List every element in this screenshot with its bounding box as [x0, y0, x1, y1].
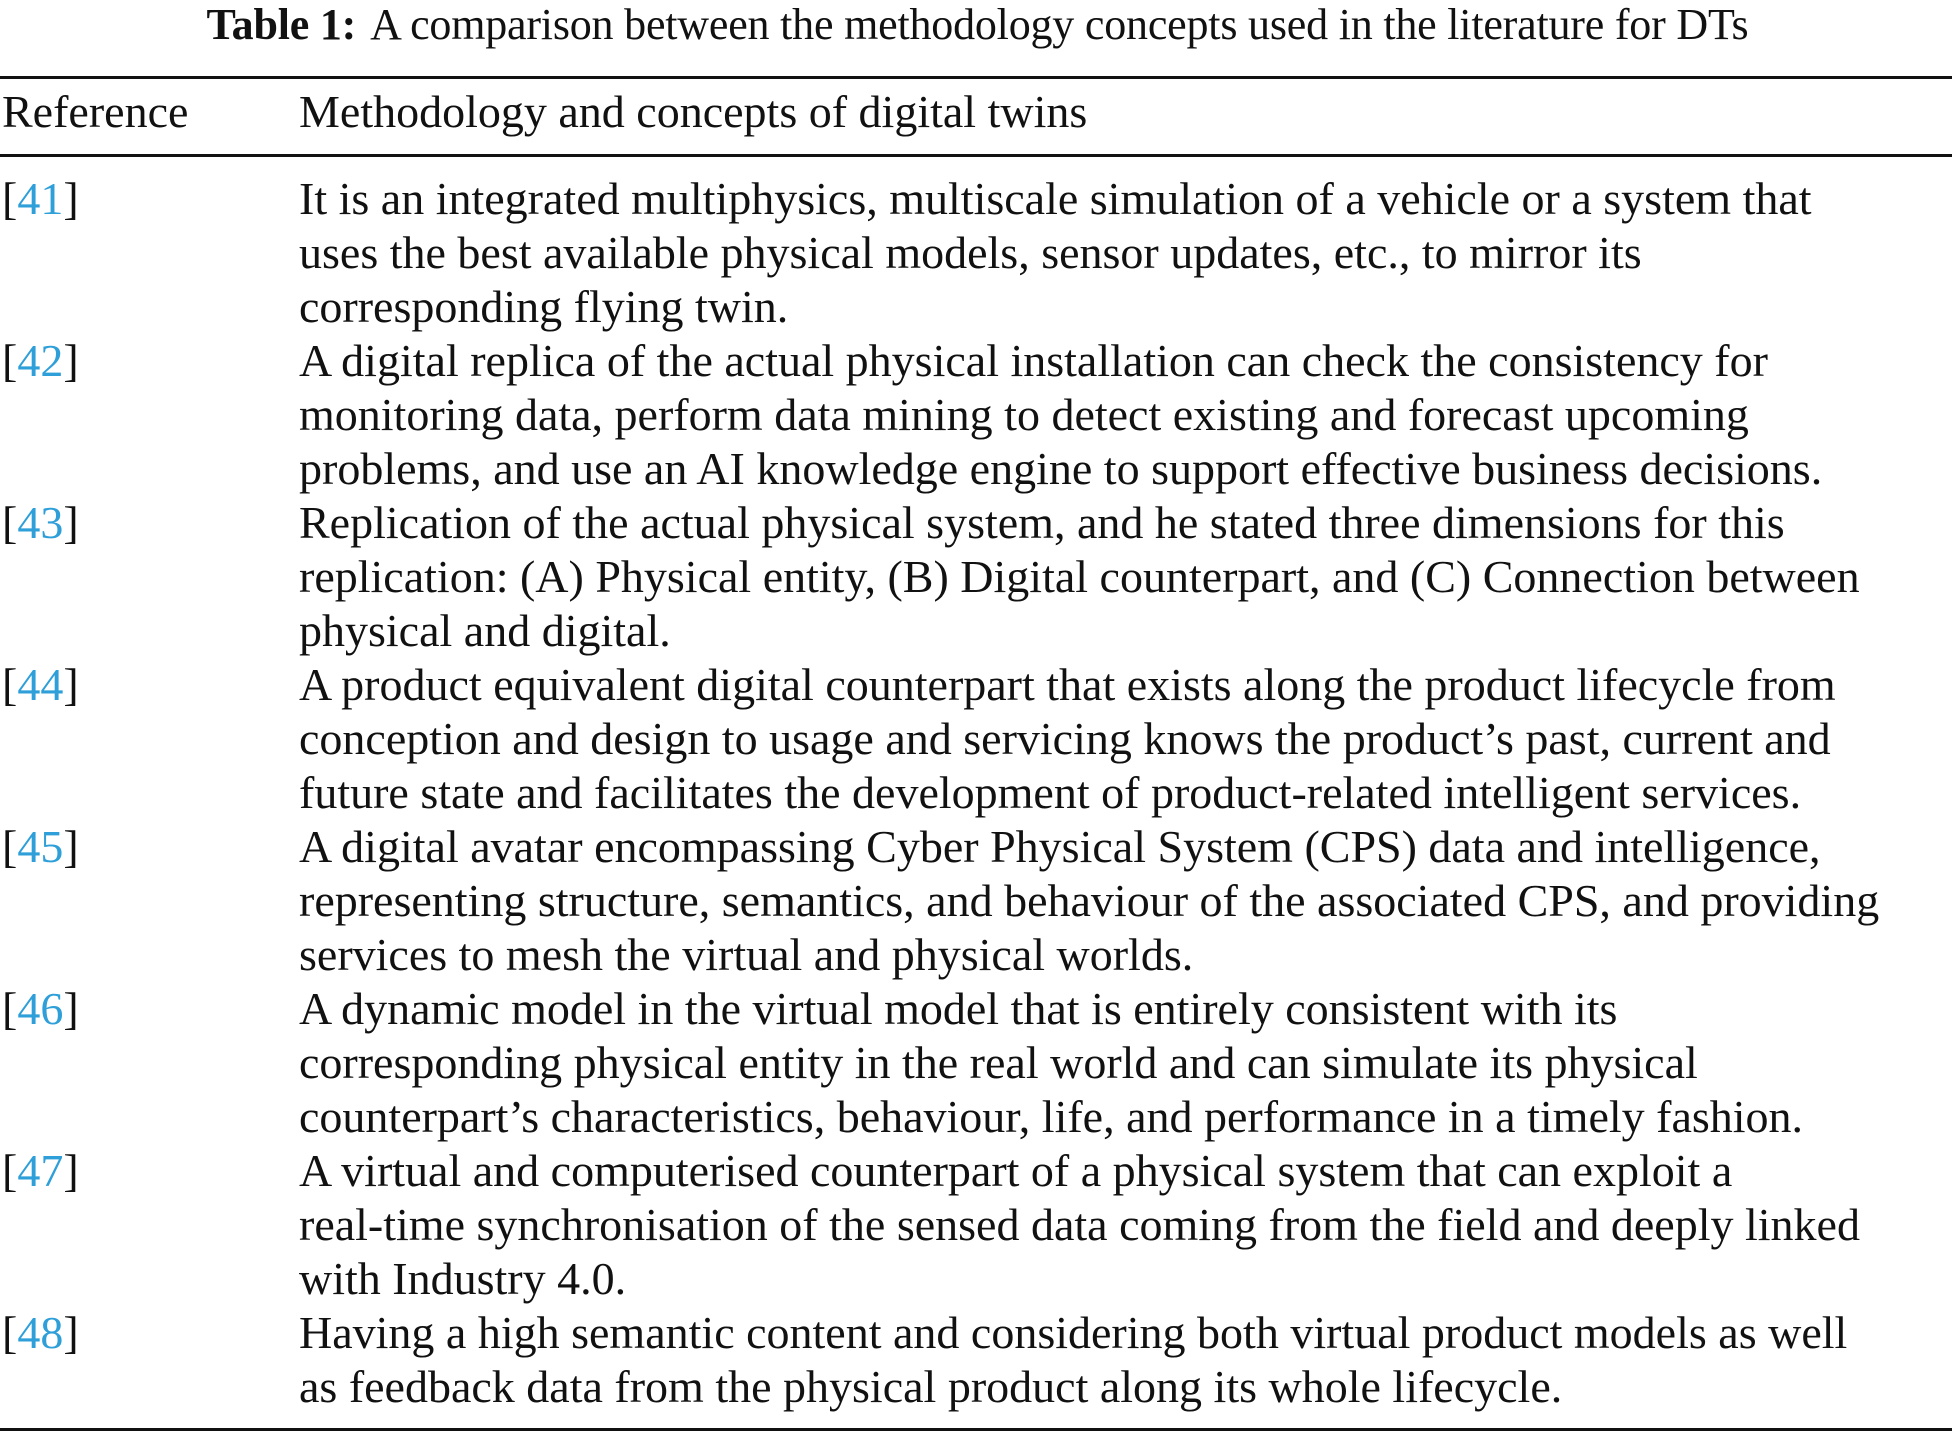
- description-line: corresponding flying twin.: [299, 281, 789, 332]
- table-top-rule: [0, 76, 1952, 79]
- description-line: representing structure, semantics, and behaviour of the associated CPS, and providing: [299, 875, 1880, 926]
- reference-cell: [48]: [2, 1307, 79, 1358]
- column-header-reference: Reference: [2, 86, 189, 137]
- table-caption: [0, 0, 1955, 50]
- reference-cell: [46]: [2, 983, 79, 1034]
- description-line: corresponding physical entity in the real world and can simulate its physical: [299, 1037, 1698, 1088]
- citation-link-48[interactable]: 48: [17, 1307, 64, 1358]
- description-line: counterpart’s characteristics, behaviour, life, and performance in a timely fashion.: [299, 1091, 1804, 1142]
- table-row: [0, 982, 1955, 1144]
- description-line: real-time synchronisation of the sensed data coming from the field and deeply linked: [299, 1199, 1860, 1250]
- description-line: A digital avatar encompassing Cyber Physical System (CPS) data and intelligence,: [299, 821, 1821, 872]
- citation-link-43[interactable]: 43: [17, 497, 64, 548]
- table-bottom-rule: [0, 1428, 1952, 1431]
- citation-link-42[interactable]: 42: [17, 335, 64, 386]
- description-line: Replication of the actual physical system, and he stated three dimensions for this: [299, 497, 1785, 548]
- citation-link-46[interactable]: 46: [17, 983, 64, 1034]
- description-line: problems, and use an AI knowledge engine to support effective business decisions.: [299, 443, 1823, 494]
- description-line: uses the best available physical models, sensor updates, etc., to mirror its: [299, 227, 1642, 278]
- citation-link-41[interactable]: 41: [17, 173, 64, 224]
- description-cell: [299, 334, 1955, 496]
- description-line: as feedback data from the physical product along its whole lifecycle.: [299, 1361, 1563, 1412]
- citation-link-47[interactable]: 47: [17, 1145, 64, 1196]
- description-line: physical and digital.: [299, 605, 671, 656]
- table-row: [0, 496, 1955, 658]
- description-line: It is an integrated multiphysics, multiscale simulation of a vehicle or a system that: [299, 173, 1812, 224]
- description-line: future state and facilitates the development of product-related intelligent services.: [299, 767, 1802, 818]
- description-line: Having a high semantic content and considering both virtual product models as well: [299, 1307, 1848, 1358]
- description-cell: [299, 658, 1955, 820]
- description-cell: [299, 820, 1955, 982]
- description-line: with Industry 4.0.: [299, 1253, 627, 1304]
- description-cell: [299, 1144, 1955, 1306]
- table-row: [0, 334, 1955, 496]
- table-row: [0, 1306, 1955, 1414]
- table-row: [0, 172, 1955, 334]
- reference-cell: [45]: [2, 821, 79, 872]
- table-caption-label: Table 1:: [206, 0, 357, 49]
- description-line: A product equivalent digital counterpart that exists along the product lifecycle from: [299, 659, 1836, 710]
- reference-cell: [47]: [2, 1145, 79, 1196]
- description-line: services to mesh the virtual and physical worlds.: [299, 929, 1194, 980]
- description-line: monitoring data, perform data mining to detect existing and forecast upcoming: [299, 389, 1749, 440]
- description-cell: [299, 1306, 1955, 1414]
- description-cell: [299, 172, 1955, 334]
- reference-cell: [43]: [2, 497, 79, 548]
- table-caption-text: A comparison between the methodology concepts used in the literature for DTs: [370, 0, 1749, 49]
- table-row: [0, 658, 1955, 820]
- table-row: [0, 1144, 1955, 1306]
- table-header-row: [0, 84, 1955, 144]
- reference-cell: [41]: [2, 173, 79, 224]
- table-row: [0, 820, 1955, 982]
- description-line: A dynamic model in the virtual model that is entirely consistent with its: [299, 983, 1618, 1034]
- citation-link-45[interactable]: 45: [17, 821, 64, 872]
- table-body: [0, 172, 1955, 1414]
- description-cell: [299, 496, 1955, 658]
- citation-link-44[interactable]: 44: [17, 659, 64, 710]
- description-line: A virtual and computerised counterpart of a physical system that can exploit a: [299, 1145, 1733, 1196]
- description-line: conception and design to usage and servicing knows the product’s past, current and: [299, 713, 1831, 764]
- description-line: A digital replica of the actual physical installation can check the consistency for: [299, 335, 1768, 386]
- description-line: replication: (A) Physical entity, (B) Digital counterpart, and (C) Connection between: [299, 551, 1860, 602]
- column-header-methodology: Methodology and concepts of digital twins: [299, 86, 1088, 137]
- table-header-rule: [0, 154, 1952, 157]
- description-cell: [299, 982, 1955, 1144]
- reference-cell: [44]: [2, 659, 79, 710]
- reference-cell: [42]: [2, 335, 79, 386]
